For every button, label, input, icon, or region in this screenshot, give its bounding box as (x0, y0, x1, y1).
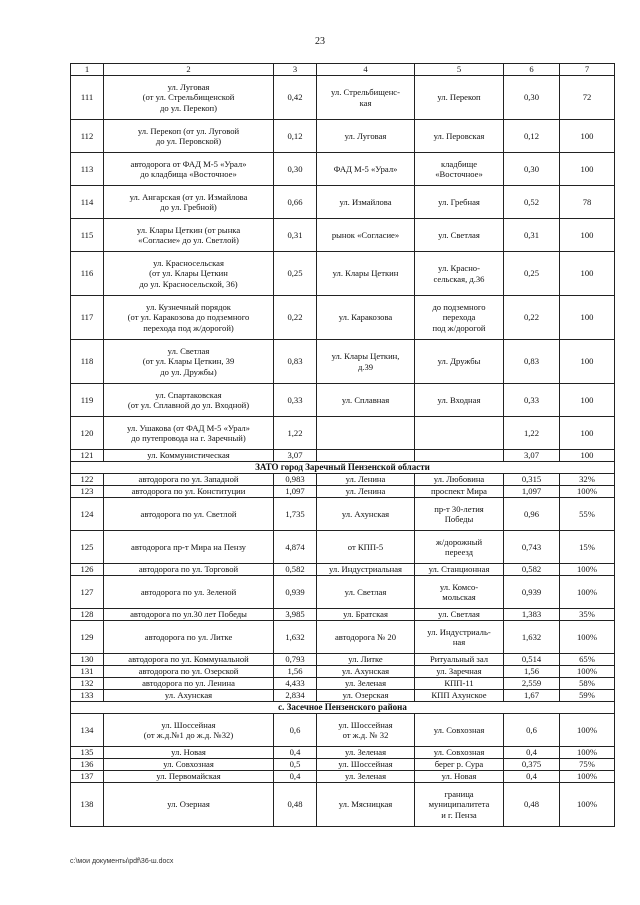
start-point-cell: ул. Озерская (317, 690, 415, 702)
share-cell: 35% (560, 609, 615, 621)
length-km-cell: 0,42 (274, 76, 317, 120)
end-point-cell: ул. Совхозная (415, 747, 504, 759)
start-point-cell: ул. Ахунская (317, 498, 415, 531)
start-point-cell: ул. Шоссейная от ж.д. № 32 (317, 714, 415, 747)
share-cell: 100 (560, 417, 615, 450)
start-point-cell: рынок «Согласие» (317, 219, 415, 252)
road-name-cell: ул. Красносельская (от ул. Клары Цеткин до ул. Красносельской, 36) (104, 252, 274, 296)
length-covered-cell: 0,582 (504, 564, 560, 576)
road-name-cell: автодорога по ул. Ленина (104, 678, 274, 690)
end-point-cell: ул. Светлая (415, 219, 504, 252)
road-name-cell: автодорога по ул. Конституции (104, 486, 274, 498)
length-km-cell: 1,22 (274, 417, 317, 450)
end-point-cell: ул. Красно- сельская, д.36 (415, 252, 504, 296)
header-cell: 1 (71, 64, 104, 76)
share-cell: 100 (560, 384, 615, 417)
row-number-cell: 126 (71, 564, 104, 576)
end-point-cell: ул. Дружбы (415, 340, 504, 384)
road-name-cell: ул. Ахунская (104, 690, 274, 702)
start-point-cell: ул. Мясницкая (317, 783, 415, 827)
table-row (71, 186, 615, 219)
start-point-cell: ул. Зеленая (317, 747, 415, 759)
start-point-cell: ул. Луговая (317, 120, 415, 153)
length-covered-cell: 2,559 (504, 678, 560, 690)
table-row (71, 76, 615, 120)
section-title: с. Засечное Пензенского района (71, 702, 615, 714)
table-row (71, 609, 615, 621)
length-km-cell: 0,793 (274, 654, 317, 666)
row-number-cell: 135 (71, 747, 104, 759)
row-number-cell: 137 (71, 771, 104, 783)
length-covered-cell: 0,375 (504, 759, 560, 771)
road-name-cell: ул. Перекоп (от ул. Луговой до ул. Перовской) (104, 120, 274, 153)
length-km-cell: 0,48 (274, 783, 317, 827)
road-name-cell: ул. Коммунистическая (104, 450, 274, 462)
share-cell: 100 (560, 219, 615, 252)
share-cell: 100 (560, 252, 615, 296)
start-point-cell: ул. Братская (317, 609, 415, 621)
row-number-cell: 132 (71, 678, 104, 690)
length-km-cell: 0,939 (274, 576, 317, 609)
row-number-cell: 117 (71, 296, 104, 340)
end-point-cell: ул. Индустриаль- ная (415, 621, 504, 654)
end-point-cell (415, 450, 504, 462)
row-number-cell: 119 (71, 384, 104, 417)
road-name-cell: автодорога по ул. Торговой (104, 564, 274, 576)
file-path-footer: c:\мои документы\pdf\36-ш.docx (70, 858, 174, 865)
share-cell: 100 (560, 340, 615, 384)
road-name-cell: автодорога по ул. Западной (104, 474, 274, 486)
length-covered-cell: 0,83 (504, 340, 560, 384)
table-row (71, 678, 615, 690)
table-row (71, 666, 615, 678)
length-km-cell: 0,66 (274, 186, 317, 219)
length-covered-cell: 0,33 (504, 384, 560, 417)
end-point-cell: Ритуальный зал (415, 654, 504, 666)
end-point-cell: ул. Перекоп (415, 76, 504, 120)
table-row (71, 417, 615, 450)
roads-table (70, 63, 615, 827)
row-number-cell: 118 (71, 340, 104, 384)
start-point-cell: автодорога № 20 (317, 621, 415, 654)
length-km-cell: 0,6 (274, 714, 317, 747)
length-covered-cell: 1,097 (504, 486, 560, 498)
length-covered-cell: 0,30 (504, 153, 560, 186)
row-number-cell: 129 (71, 621, 104, 654)
table-row (71, 621, 615, 654)
road-name-cell: автодорога по ул. Светлой (104, 498, 274, 531)
header-cell: 7 (560, 64, 615, 76)
length-covered-cell: 0,4 (504, 771, 560, 783)
length-km-cell: 0,22 (274, 296, 317, 340)
row-number-cell: 114 (71, 186, 104, 219)
row-number-cell: 112 (71, 120, 104, 153)
length-covered-cell: 0,52 (504, 186, 560, 219)
length-covered-cell: 1,67 (504, 690, 560, 702)
share-cell: 100 (560, 296, 615, 340)
start-point-cell: ул. Каракозова (317, 296, 415, 340)
end-point-cell: кладбище «Восточное» (415, 153, 504, 186)
end-point-cell: ул. Гребная (415, 186, 504, 219)
row-number-cell: 128 (71, 609, 104, 621)
table-row (71, 486, 615, 498)
row-number-cell: 138 (71, 783, 104, 827)
table-row (71, 384, 615, 417)
length-km-cell: 3,985 (274, 609, 317, 621)
row-number-cell: 121 (71, 450, 104, 462)
road-name-cell: ул. Новая (104, 747, 274, 759)
road-name-cell: автодорога по ул. Литке (104, 621, 274, 654)
row-number-cell: 123 (71, 486, 104, 498)
share-cell: 100 (560, 450, 615, 462)
table-row (71, 296, 615, 340)
length-km-cell: 0,582 (274, 564, 317, 576)
end-point-cell: ул. Станционная (415, 564, 504, 576)
road-name-cell: автодорога пр-т Мира на Пензу (104, 531, 274, 564)
section-row (71, 702, 615, 714)
length-km-cell: 1,097 (274, 486, 317, 498)
table-row (71, 252, 615, 296)
start-point-cell: ул. Клары Цеткин (317, 252, 415, 296)
length-covered-cell: 0,22 (504, 296, 560, 340)
row-number-cell: 127 (71, 576, 104, 609)
length-covered-cell: 1,56 (504, 666, 560, 678)
end-point-cell: ул. Светлая (415, 609, 504, 621)
header-cell: 6 (504, 64, 560, 76)
table-row (71, 690, 615, 702)
length-covered-cell: 0,939 (504, 576, 560, 609)
start-point-cell: ул. Литке (317, 654, 415, 666)
header-cell: 3 (274, 64, 317, 76)
length-km-cell: 4,433 (274, 678, 317, 690)
end-point-cell (415, 417, 504, 450)
share-cell: 100% (560, 564, 615, 576)
table-row (71, 474, 615, 486)
share-cell: 100% (560, 666, 615, 678)
row-number-cell: 111 (71, 76, 104, 120)
start-point-cell: ФАД М-5 «Урал» (317, 153, 415, 186)
share-cell: 100 (560, 153, 615, 186)
end-point-cell: КПП Ахунское (415, 690, 504, 702)
row-number-cell: 113 (71, 153, 104, 186)
road-name-cell: ул. Спартаковская (от ул. Сплавной до ул. Входной) (104, 384, 274, 417)
end-point-cell: ул. Комсо- мольская (415, 576, 504, 609)
table-row (71, 498, 615, 531)
end-point-cell: ул. Входная (415, 384, 504, 417)
header-cell: 4 (317, 64, 415, 76)
road-name-cell: автодорога от ФАД М-5 «Урал» до кладбища «Восточное» (104, 153, 274, 186)
length-km-cell: 1,56 (274, 666, 317, 678)
length-covered-cell: 0,12 (504, 120, 560, 153)
share-cell: 55% (560, 498, 615, 531)
length-km-cell: 0,12 (274, 120, 317, 153)
length-km-cell: 1,632 (274, 621, 317, 654)
table-row (71, 450, 615, 462)
table-row (71, 747, 615, 759)
end-point-cell: ул. Перовская (415, 120, 504, 153)
road-name-cell: ул. Первомайская (104, 771, 274, 783)
share-cell: 65% (560, 654, 615, 666)
table-row (71, 120, 615, 153)
table-row (71, 531, 615, 564)
length-covered-cell: 0,48 (504, 783, 560, 827)
length-covered-cell: 1,632 (504, 621, 560, 654)
end-point-cell: проспект Мира (415, 486, 504, 498)
end-point-cell: ул. Новая (415, 771, 504, 783)
start-point-cell (317, 450, 415, 462)
end-point-cell: КПП-11 (415, 678, 504, 690)
start-point-cell: ул. Сплавная (317, 384, 415, 417)
end-point-cell: до подземного перехода под ж/дорогой (415, 296, 504, 340)
header-row (71, 64, 615, 76)
road-name-cell: автодорога по ул. Зеленой (104, 576, 274, 609)
share-cell: 59% (560, 690, 615, 702)
end-point-cell: пр-т 30-летия Победы (415, 498, 504, 531)
road-name-cell: ул. Луговая (от ул. Стрельбищенской до ул. Перекоп) (104, 76, 274, 120)
length-covered-cell: 0,315 (504, 474, 560, 486)
share-cell: 58% (560, 678, 615, 690)
row-number-cell: 122 (71, 474, 104, 486)
share-cell: 100% (560, 486, 615, 498)
end-point-cell: ж/дорожный переезд (415, 531, 504, 564)
table-row (71, 153, 615, 186)
road-name-cell: ул. Кузнечный порядок (от ул. Каракозова до подземного перехода под ж/дорогой) (104, 296, 274, 340)
length-covered-cell: 0,31 (504, 219, 560, 252)
start-point-cell: ул. Светлая (317, 576, 415, 609)
length-covered-cell: 0,743 (504, 531, 560, 564)
share-cell: 15% (560, 531, 615, 564)
start-point-cell: ул. Индустриальная (317, 564, 415, 576)
table-row (71, 219, 615, 252)
end-point-cell: граница муниципалитета и г. Пенза (415, 783, 504, 827)
road-name-cell: ул. Клары Цеткин (от рынка «Согласие» до ул. Светлой) (104, 219, 274, 252)
share-cell: 100 (560, 120, 615, 153)
road-name-cell: автодорога по ул. Озерской (104, 666, 274, 678)
table-row (71, 759, 615, 771)
start-point-cell: ул. Измайлова (317, 186, 415, 219)
row-number-cell: 120 (71, 417, 104, 450)
length-covered-cell: 1,383 (504, 609, 560, 621)
table-row (71, 564, 615, 576)
table-row (71, 771, 615, 783)
length-covered-cell: 0,30 (504, 76, 560, 120)
length-km-cell: 0,25 (274, 252, 317, 296)
length-km-cell: 2,834 (274, 690, 317, 702)
share-cell: 100% (560, 621, 615, 654)
table-row (71, 576, 615, 609)
start-point-cell: ул. Стрельбищенс- кая (317, 76, 415, 120)
header-cell: 2 (104, 64, 274, 76)
start-point-cell: ул. Ленина (317, 486, 415, 498)
length-covered-cell: 0,6 (504, 714, 560, 747)
road-name-cell: ул. Светлая (от ул. Клары Цеткин, 39 до ул. Дружбы) (104, 340, 274, 384)
table-row (71, 783, 615, 827)
length-covered-cell: 1,22 (504, 417, 560, 450)
end-point-cell: берег р. Сура (415, 759, 504, 771)
row-number-cell: 116 (71, 252, 104, 296)
end-point-cell: ул. Заречная (415, 666, 504, 678)
row-number-cell: 131 (71, 666, 104, 678)
length-km-cell: 0,4 (274, 747, 317, 759)
length-covered-cell: 0,25 (504, 252, 560, 296)
share-cell: 32% (560, 474, 615, 486)
share-cell: 100% (560, 771, 615, 783)
start-point-cell: ул. Зеленая (317, 771, 415, 783)
length-covered-cell: 0,4 (504, 747, 560, 759)
road-name-cell: автодорога по ул. Коммунальной (104, 654, 274, 666)
row-number-cell: 124 (71, 498, 104, 531)
length-covered-cell: 3,07 (504, 450, 560, 462)
share-cell: 75% (560, 759, 615, 771)
length-km-cell: 0,33 (274, 384, 317, 417)
page-number: 23 (315, 36, 325, 47)
table-row (71, 340, 615, 384)
length-covered-cell: 0,96 (504, 498, 560, 531)
road-name-cell: ул. Ушакова (от ФАД М-5 «Урал» до путепровода на г. Заречный) (104, 417, 274, 450)
row-number-cell: 125 (71, 531, 104, 564)
road-name-cell: ул. Шоссейная (от ж.д.№1 до ж.д. №32) (104, 714, 274, 747)
start-point-cell (317, 417, 415, 450)
start-point-cell: ул. Ахунская (317, 666, 415, 678)
start-point-cell: от КПП-5 (317, 531, 415, 564)
share-cell: 100% (560, 747, 615, 759)
share-cell: 72 (560, 76, 615, 120)
road-name-cell: автодорога по ул.30 лет Победы (104, 609, 274, 621)
row-number-cell: 136 (71, 759, 104, 771)
length-km-cell: 0,30 (274, 153, 317, 186)
end-point-cell: ул. Совхозная (415, 714, 504, 747)
share-cell: 100% (560, 576, 615, 609)
share-cell: 100% (560, 783, 615, 827)
length-covered-cell: 0,514 (504, 654, 560, 666)
row-number-cell: 134 (71, 714, 104, 747)
length-km-cell: 0,4 (274, 771, 317, 783)
length-km-cell: 1,735 (274, 498, 317, 531)
share-cell: 78 (560, 186, 615, 219)
share-cell: 100% (560, 714, 615, 747)
section-row (71, 462, 615, 474)
road-name-cell: ул. Совхозная (104, 759, 274, 771)
length-km-cell: 0,31 (274, 219, 317, 252)
length-km-cell: 0,83 (274, 340, 317, 384)
road-name-cell: ул. Озерная (104, 783, 274, 827)
start-point-cell: ул. Клары Цеткин, д.39 (317, 340, 415, 384)
length-km-cell: 0,983 (274, 474, 317, 486)
section-title: ЗАТО город Заречный Пензенской области (71, 462, 615, 474)
length-km-cell: 0,5 (274, 759, 317, 771)
table-row (71, 714, 615, 747)
row-number-cell: 115 (71, 219, 104, 252)
header-cell: 5 (415, 64, 504, 76)
road-name-cell: ул. Ангарская (от ул. Измайлова до ул. Гребной) (104, 186, 274, 219)
row-number-cell: 133 (71, 690, 104, 702)
start-point-cell: ул. Шоссейная (317, 759, 415, 771)
row-number-cell: 130 (71, 654, 104, 666)
table-row (71, 654, 615, 666)
start-point-cell: ул. Зеленая (317, 678, 415, 690)
end-point-cell: ул. Любовина (415, 474, 504, 486)
length-km-cell: 3,07 (274, 450, 317, 462)
start-point-cell: ул. Ленина (317, 474, 415, 486)
length-km-cell: 4,874 (274, 531, 317, 564)
